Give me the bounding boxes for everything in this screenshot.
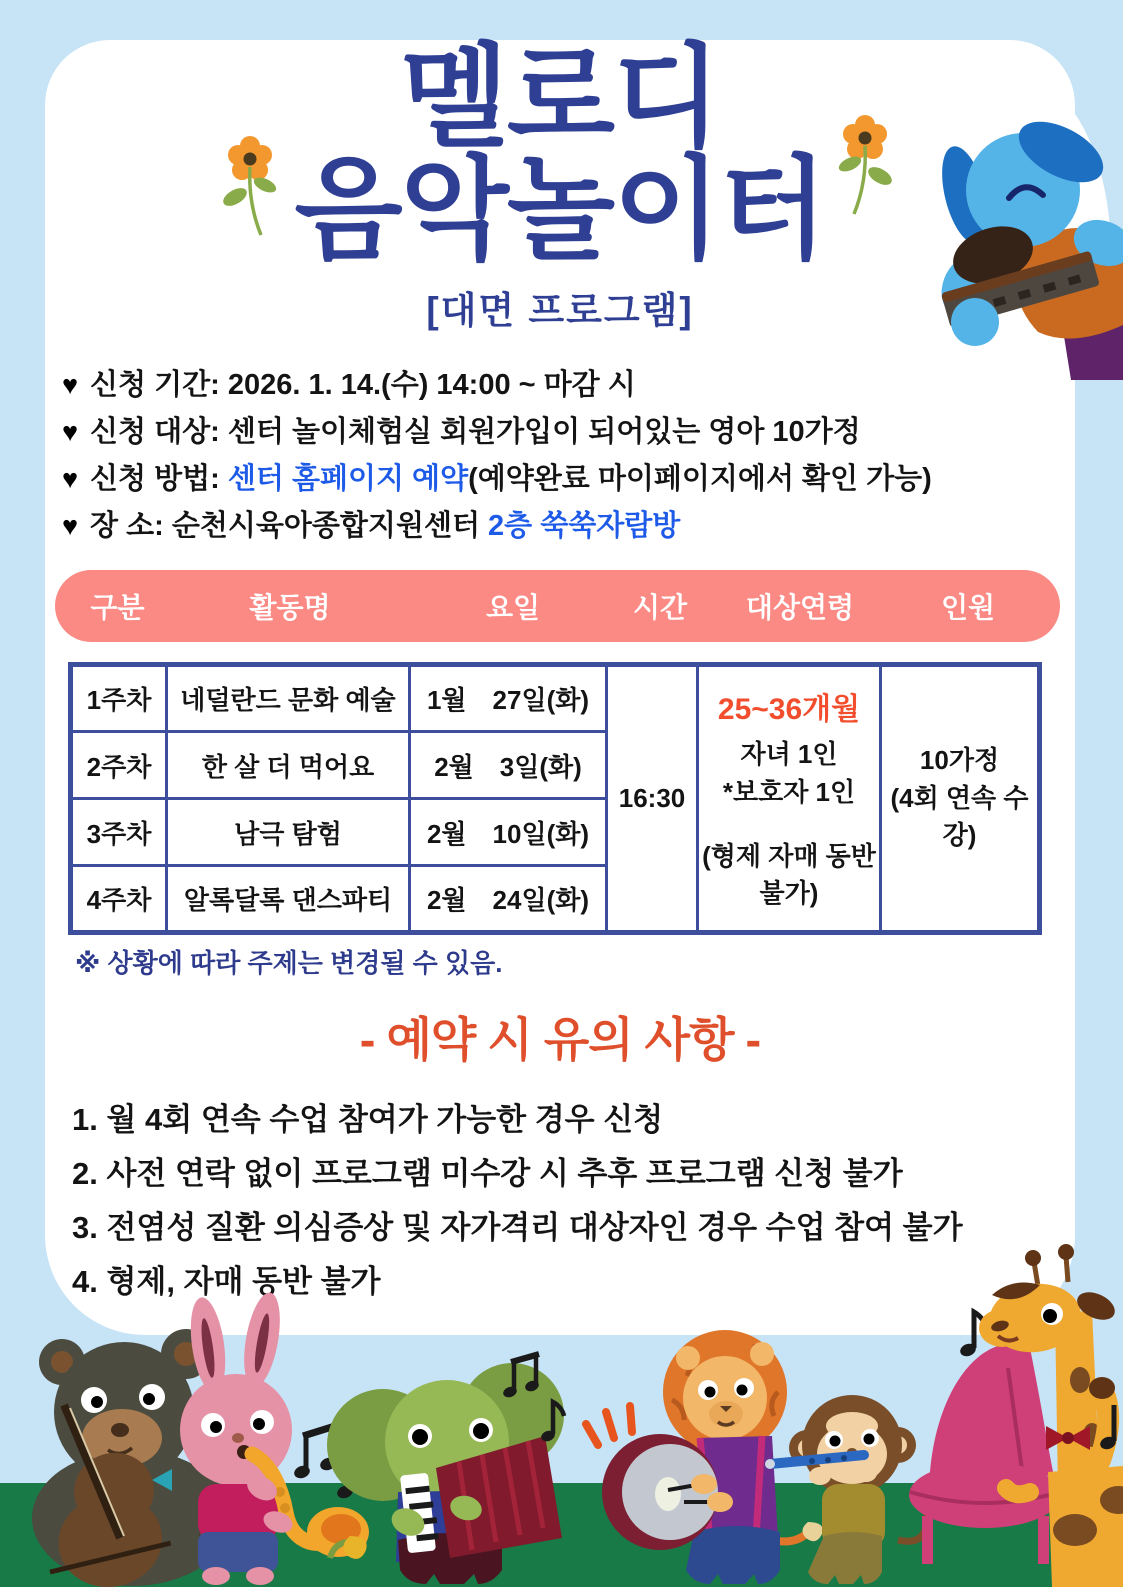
capacity-cell xyxy=(881,665,1040,933)
header-time: 시간 xyxy=(632,592,688,623)
date-month: 2월 xyxy=(426,885,467,915)
info-method-post: (예약완료 마이페이지에서 확인 가능) xyxy=(468,463,932,495)
poster-title-line1: 멜로디 xyxy=(400,35,720,160)
info-place-room: 2층 쑥쑥자람방 xyxy=(488,510,681,542)
activity-cell: 네덜란드 문화 예술 xyxy=(167,665,410,732)
week-cell: 4주차 xyxy=(71,866,167,933)
date-cell xyxy=(410,665,607,732)
capacity-line2: (4회 연속 수강) xyxy=(890,782,1029,851)
header-date: 요일 xyxy=(485,592,541,623)
info-method xyxy=(62,456,1062,503)
capacity-line1: 10가정 xyxy=(919,744,1000,775)
age-highlight: 25~36개월 xyxy=(717,693,861,727)
heart-icon: ♥ xyxy=(62,417,79,447)
info-method-pre: 신청 방법: xyxy=(90,463,228,495)
heart-icon: ♥ xyxy=(62,370,79,400)
poster-title-block xyxy=(45,35,1075,334)
date-cell xyxy=(410,732,607,799)
header-age: 대상연령 xyxy=(745,592,855,623)
info-target-text: 신청 대상: 센터 놀이체험실 회원가입이 되어있는 영아 10가정 xyxy=(90,416,861,448)
activity-cell: 남극 탐험 xyxy=(167,799,410,866)
notice-item: 3. 전염성 질환 의심증상 및 자가격리 대상자인 경우 수업 참여 불가 xyxy=(72,1210,963,1245)
date-cell xyxy=(410,866,607,933)
week-cell: 2주차 xyxy=(71,732,167,799)
activity-cell: 한 살 더 먹어요 xyxy=(167,732,410,799)
heart-icon: ♥ xyxy=(62,511,79,541)
header-activity: 활동명 xyxy=(249,592,331,623)
info-place-pre: 장 소: 순천시육아종합지원센터 xyxy=(90,510,489,542)
date-cell xyxy=(410,799,607,866)
header-capacity: 인원 xyxy=(940,592,996,623)
info-method-link: 센터 홈페이지 예약 xyxy=(227,463,469,495)
date-day: 27일(화) xyxy=(492,685,590,715)
poster-title-line2: 음악놀이터 xyxy=(294,147,826,272)
week-cell: 1주차 xyxy=(71,665,167,732)
time-cell: 16:30 xyxy=(607,665,698,933)
poster-subtitle: [대면 프로그램] xyxy=(426,290,694,331)
info-list xyxy=(62,362,1062,550)
age-line2: *보호자 1인 xyxy=(722,776,856,807)
table-header-banner xyxy=(55,570,1060,642)
notice-item: 1. 월 4회 연속 수업 참여가 가능한 경우 신청 xyxy=(72,1102,664,1137)
header-week: 구분 xyxy=(90,592,145,623)
age-line3: (형제 자매 동반 불가) xyxy=(702,840,876,909)
info-target xyxy=(62,409,1062,456)
info-period xyxy=(62,362,1062,409)
table-footnote: ※ 상황에 따라 주제는 변경될 수 있음. xyxy=(75,948,503,978)
date-month: 2월 xyxy=(426,818,467,849)
table-row xyxy=(71,665,1040,732)
info-period-text: 신청 기간: 2026. 1. 14.(수) 14:00 ~ 마감 시 xyxy=(90,369,636,401)
notice-item: 4. 형제, 자매 동반 불가 xyxy=(72,1264,381,1299)
info-place xyxy=(62,503,1062,550)
date-month: 1월 xyxy=(426,685,467,715)
heart-icon: ♥ xyxy=(62,464,79,494)
age-cell xyxy=(698,665,881,933)
week-cell: 3주차 xyxy=(71,799,167,866)
age-line1: 자녀 1인 xyxy=(740,739,838,770)
date-day: 3일(화) xyxy=(499,751,582,782)
notice-title: - 예약 시 유의 사항 - xyxy=(359,1013,761,1066)
notice-item: 2. 사전 연락 없이 프로그램 미수강 시 추후 프로그램 신청 불가 xyxy=(72,1156,903,1191)
date-day: 10일(화) xyxy=(492,818,590,849)
activity-cell: 알록달록 댄스파티 xyxy=(167,866,410,933)
schedule-table xyxy=(68,662,1042,935)
animal-band-illustration xyxy=(0,1240,1123,1587)
date-day: 24일(화) xyxy=(492,885,590,915)
date-month: 2월 xyxy=(434,751,474,782)
